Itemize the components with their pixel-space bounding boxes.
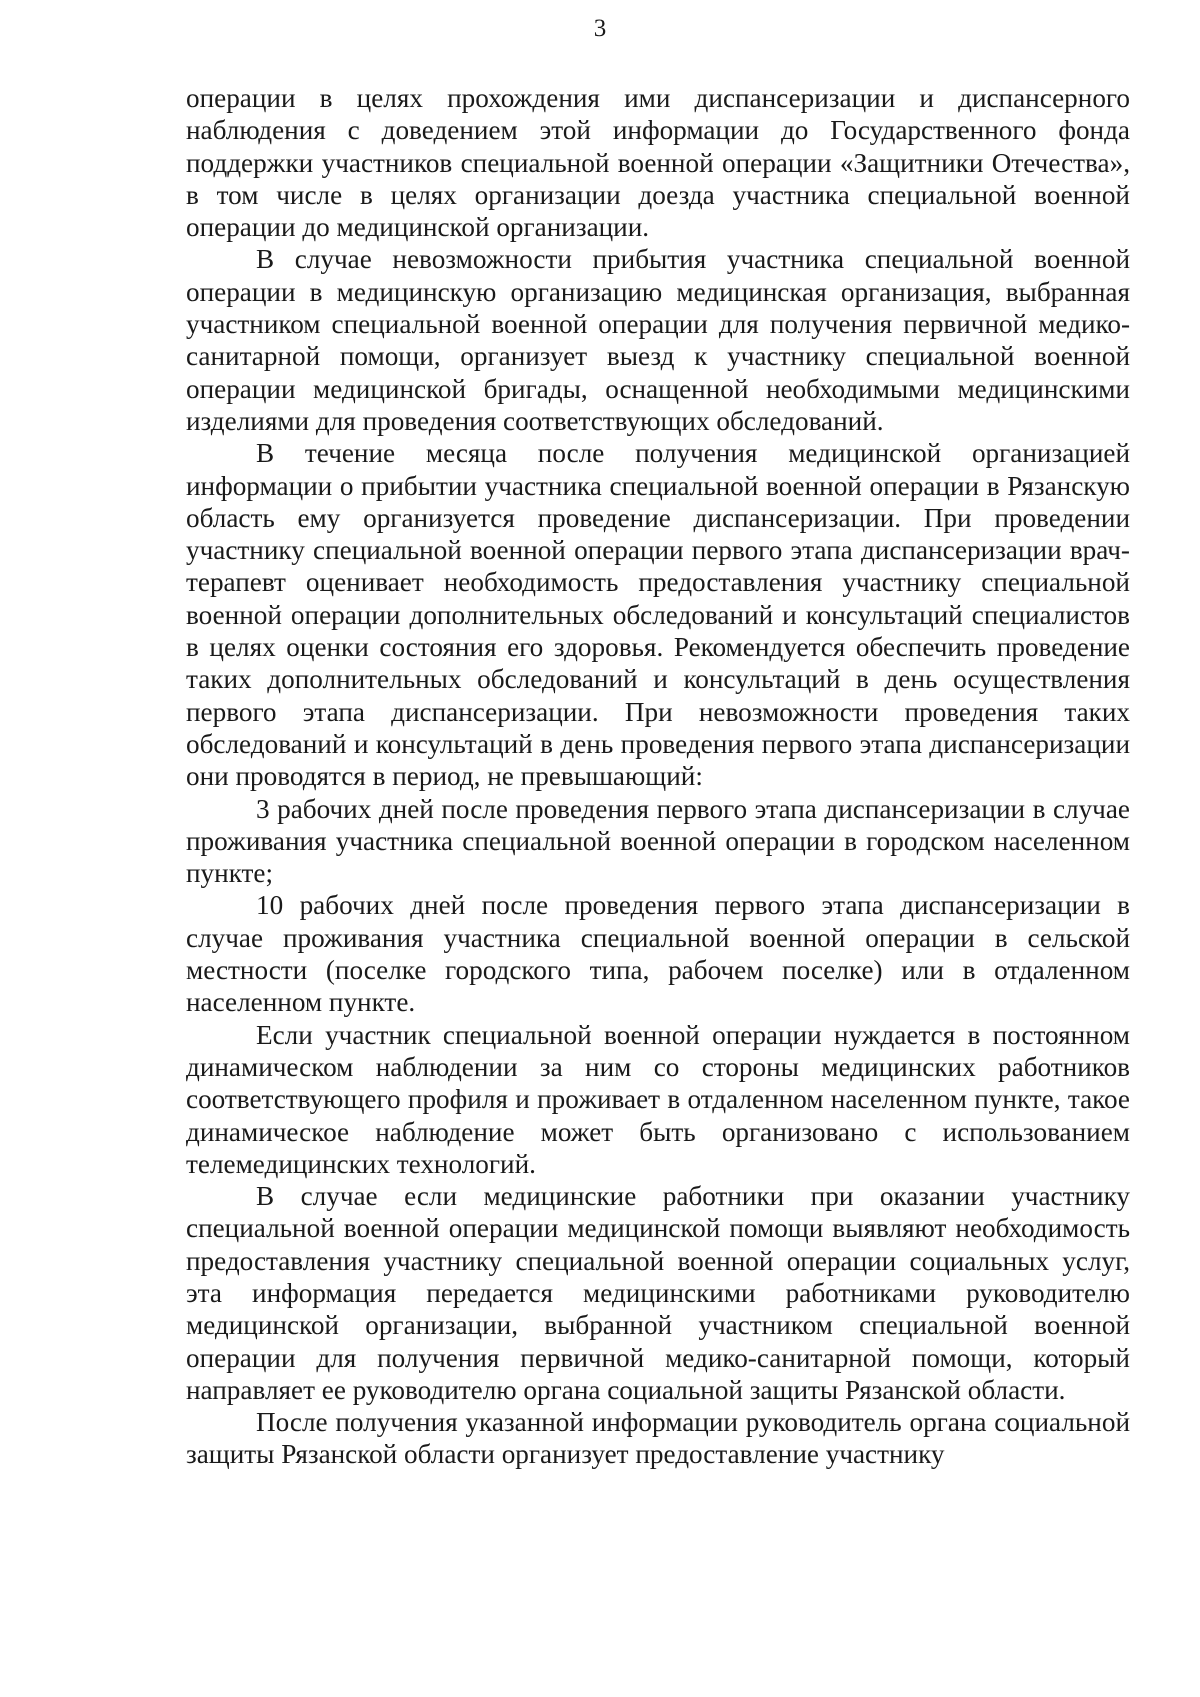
- paragraph: 10 рабочих дней после проведения первого этапа диспансеризации в случае проживания участника специальной военной операции в сельской местности (поселке городского типа, рабочем поселке) или в отдаленном населенном пункте.: [186, 890, 1130, 1018]
- page-number: 3: [593, 15, 607, 42]
- paragraph: В случае если медицинские работники при оказании участнику специальной военной операции медицинской помощи выявляют необходимость предоставления участнику специальной военной операции социальных услуг, эта информация передается медицинскими работниками руководителю медицинской организации, выбранной участником специальной военной операции для получения первичной медико-санитарной помощи, который направляет ее руководителю органа социальной защиты Рязанской области.: [186, 1181, 1130, 1405]
- document-body: [186, 82, 1130, 1471]
- paragraph: В случае невозможности прибытия участника специальной военной операции в медицинскую организацию медицинская организация, выбранная участником специальной военной операции для получения первичной медико-санитарной помощи, организует выезд к участнику специальной военной операции медицинской бригады, оснащенной необходимыми медицинскими изделиями для проведения соответствующих обследований.: [186, 244, 1130, 436]
- paragraph: После получения указанной информации руководитель органа социальной защиты Рязанской области организует предоставление участнику: [186, 1407, 1130, 1470]
- paragraph: Если участник специальной военной операции нуждается в постоянном динамическом наблюдении за ним со стороны медицинских работников соответствующего профиля и проживает в отдаленном населенном пункте, такое динамическое наблюдение может быть организовано с использованием телемедицинских технологий.: [186, 1019, 1130, 1179]
- paragraph: В течение месяца после получения медицинской организацией информации о прибытии участника специальной военной операции в Рязанскую область ему организуется проведение диспансеризации. При проведении участнику специальной военной операции первого этапа диспансеризации врач-терапевт оценивает необходимость предоставления участнику специальной военной операции дополнительных обследований и консультаций специалистов в целях оценки состояния его здоровья. Рекомендуется обеспечить проведение таких дополнительных обследований и консультаций в день осуществления первого этапа диспансеризации. При невозможности проведения таких обследований и консультаций в день проведения первого этапа диспансеризации они проводятся в период, не превышающий:: [186, 438, 1130, 792]
- paragraph: операции в целях прохождения ими диспансеризации и диспансерного наблюдения с доведением этой информации до Государственного фонда поддержки участников специальной военной операции «Защитники Отечества», в том числе в целях организации доезда участника специальной военной операции до медицинской организации.: [186, 83, 1130, 243]
- paragraph: 3 рабочих дней после проведения первого этапа диспансеризации в случае проживания участника специальной военной операции в городском населенном пункте;: [186, 793, 1130, 889]
